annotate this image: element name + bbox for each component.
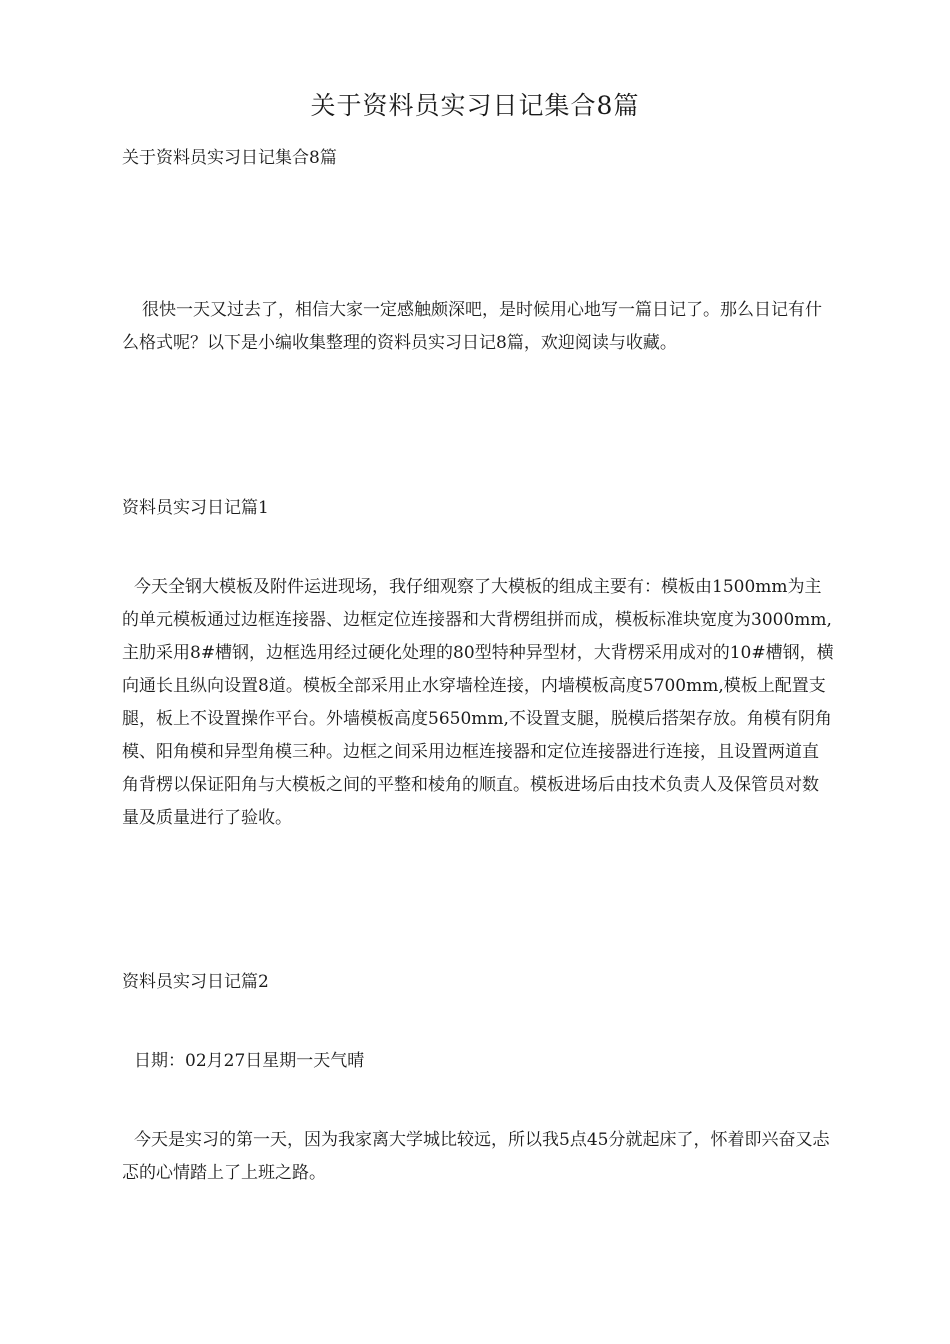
section-2-date: 日期：02月27日星期一天气晴: [134, 1051, 365, 1071]
document-title: 关于资料员实习日记集合8篇: [310, 91, 640, 120]
section-2-heading: 资料员实习日记篇2: [122, 972, 269, 992]
section-2-body: 今天是实习的第一天，因为我家离大学城比较远，所以我5点45分就起床了，怀着即兴奋又忐忑的心情踏上了上班之路。: [122, 1130, 830, 1183]
section-1-heading: 资料员实习日记篇1: [122, 498, 269, 518]
document-subtitle: 关于资料员实习日记集合8篇: [122, 148, 337, 168]
section-1-body: 今天全钢大模板及附件运进现场，我仔细观察了大模板的组成主要有：模板由1500mm为主的单元模板通过边框连接器、边框定位连接器和大背楞组拼而成，模板标准块宽度为3000mm,主肋采用8#槽钢，边框选用经过硬化处理的80型特种异型材，大背楞采用成对的10#槽钢，横向通长且纵向设置8道。模板全部采用止水穿墙栓连接，内墙模板高度5700mm,模板上配置支腿，板上不设置操作平台。外墙模板高度5650mm,不设置支腿，脱模后搭架存放。角模有阴角模、阳角模和异型角模三种。边框之间采用边框连接器和定位连接器进行连接，且设置两道直角背楞以保证阳角与大模板之间的平整和棱角的顺直。模板进场后由技术负责人及保管员对数量及质量进行了验收。: [122, 577, 834, 828]
intro-paragraph: 很快一天又过去了，相信大家一定感触颇深吧，是时候用心地写一篇日记了。那么日记有什么格式呢？以下是小编收集整理的资料员实习日记8篇，欢迎阅读与收藏。: [122, 300, 822, 353]
